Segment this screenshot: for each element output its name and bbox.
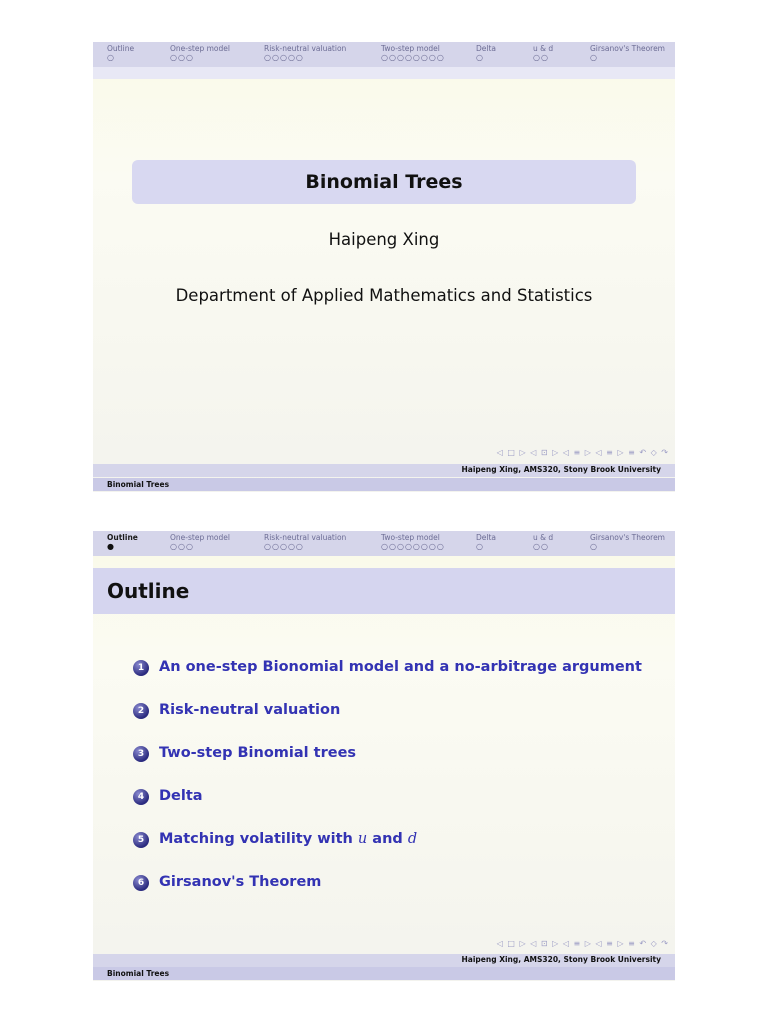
nav-section-label: u & d (533, 533, 554, 542)
item-number-ball: 4 (133, 789, 149, 805)
nav-section-label: Risk-neutral valuation (264, 533, 347, 542)
nav-section-one-step[interactable] (170, 533, 230, 551)
nav-section-dots[interactable]: ○○○ (170, 53, 194, 62)
navbar-strip (93, 67, 675, 79)
outline-item-text[interactable]: An one-step Bionomial model and a no-arbitrage argument (159, 659, 642, 675)
nav-section-outline[interactable] (107, 44, 134, 62)
nav-section-one-step[interactable] (170, 44, 230, 62)
author-name: Haipeng Xing (328, 230, 440, 249)
outline-item-text[interactable] (159, 831, 417, 847)
nav-section-two-step[interactable] (381, 44, 445, 62)
nav-section-label: One-step model (170, 44, 230, 53)
nav-section-label: Delta (476, 44, 497, 53)
nav-section-delta[interactable] (476, 44, 496, 62)
footer-short-title: Binomial Trees (107, 480, 170, 489)
footer-title-bar (93, 478, 675, 491)
item-number-ball: 2 (133, 703, 149, 719)
nav-section-label: u & d (533, 44, 554, 53)
beamer-navigation-icons[interactable]: ◁ □ ▷ ◁ ⊡ ▷ ◁ ≡ ▷ ◁ ≡ ▷ ≡ ↶ ◇ ↷ (496, 448, 669, 457)
nav-section-dots[interactable]: ● (107, 542, 115, 551)
beamer-navigation-icons[interactable]: ◁ □ ▷ ◁ ⊡ ▷ ◁ ≡ ▷ ◁ ≡ ▷ ≡ ↶ ◇ ↷ (496, 939, 669, 948)
item-number-ball: 5 (133, 832, 149, 848)
nav-section-dots[interactable]: ○○ (533, 542, 549, 551)
nav-section-dots[interactable]: ○○○○○ (264, 542, 304, 551)
nav-section-label: Girsanov's Theorem (590, 44, 665, 53)
footer-author-info: Haipeng Xing, AMS320, Stony Brook University (461, 955, 661, 964)
section-navbar (93, 42, 675, 67)
nav-section-dots[interactable]: ○ (107, 53, 115, 62)
section-navbar (93, 531, 675, 556)
math-variable-d: d (407, 831, 418, 847)
nav-section-label: Two-step model (381, 44, 440, 53)
presentation-title: Binomial Trees (305, 171, 463, 193)
nav-section-dots[interactable]: ○ (590, 53, 598, 62)
nav-section-label: Girsanov's Theorem (590, 533, 665, 542)
nav-section-label: Outline (107, 533, 138, 542)
nav-section-label: Risk-neutral valuation (264, 44, 347, 53)
nav-section-label: Outline (107, 44, 135, 53)
footer-title-bar (93, 967, 675, 980)
nav-section-girsanov[interactable] (590, 533, 665, 551)
footer-author-info: Haipeng Xing, AMS320, Stony Brook University (461, 465, 661, 474)
item-number-ball: 1 (133, 660, 149, 676)
outline-item-text[interactable]: Girsanov's Theorem (159, 874, 322, 890)
nav-section-label: One-step model (170, 533, 230, 542)
nav-section-dots[interactable]: ○○○○○○○○ (381, 53, 445, 62)
nav-section-dots[interactable]: ○ (476, 53, 484, 62)
frame-title-bar (93, 568, 675, 614)
nav-section-u-d[interactable] (533, 533, 553, 551)
text-fragment: Matching volatility with (159, 831, 358, 847)
nav-section-dots[interactable]: ○○○○○○○○ (381, 542, 445, 551)
slide-outline (93, 531, 675, 981)
nav-section-two-step[interactable] (381, 533, 445, 551)
nav-section-dots[interactable]: ○ (590, 542, 598, 551)
nav-section-label: Two-step model (381, 533, 440, 542)
nav-section-dots[interactable]: ○ (476, 542, 484, 551)
nav-section-dots[interactable]: ○○○○○ (264, 53, 304, 62)
nav-section-outline[interactable] (107, 533, 138, 551)
nav-section-risk-neutral[interactable] (264, 533, 346, 551)
text-fragment: and (367, 831, 408, 847)
footer-info-bar (93, 954, 675, 967)
outline-item-text[interactable]: Risk-neutral valuation (159, 702, 341, 718)
nav-section-u-d[interactable] (533, 44, 553, 62)
nav-section-label: Delta (476, 533, 497, 542)
institute-name: Department of Applied Mathematics and Statistics (175, 286, 593, 305)
title-box (132, 160, 636, 204)
footer-info-bar (93, 464, 675, 477)
frame-title: Outline (107, 579, 190, 603)
nav-section-dots[interactable]: ○○○ (170, 542, 194, 551)
nav-section-delta[interactable] (476, 533, 496, 551)
nav-section-girsanov[interactable] (590, 44, 665, 62)
nav-section-dots[interactable]: ○○ (533, 53, 549, 62)
nav-section-risk-neutral[interactable] (264, 44, 346, 62)
outline-item-text[interactable]: Two-step Binomial trees (159, 745, 357, 761)
item-number-ball: 6 (133, 875, 149, 891)
outline-item-text[interactable]: Delta (159, 788, 203, 804)
footer-short-title: Binomial Trees (107, 969, 170, 978)
slide-title (93, 42, 675, 492)
math-variable-u: u (357, 831, 368, 847)
item-number-ball: 3 (133, 746, 149, 762)
